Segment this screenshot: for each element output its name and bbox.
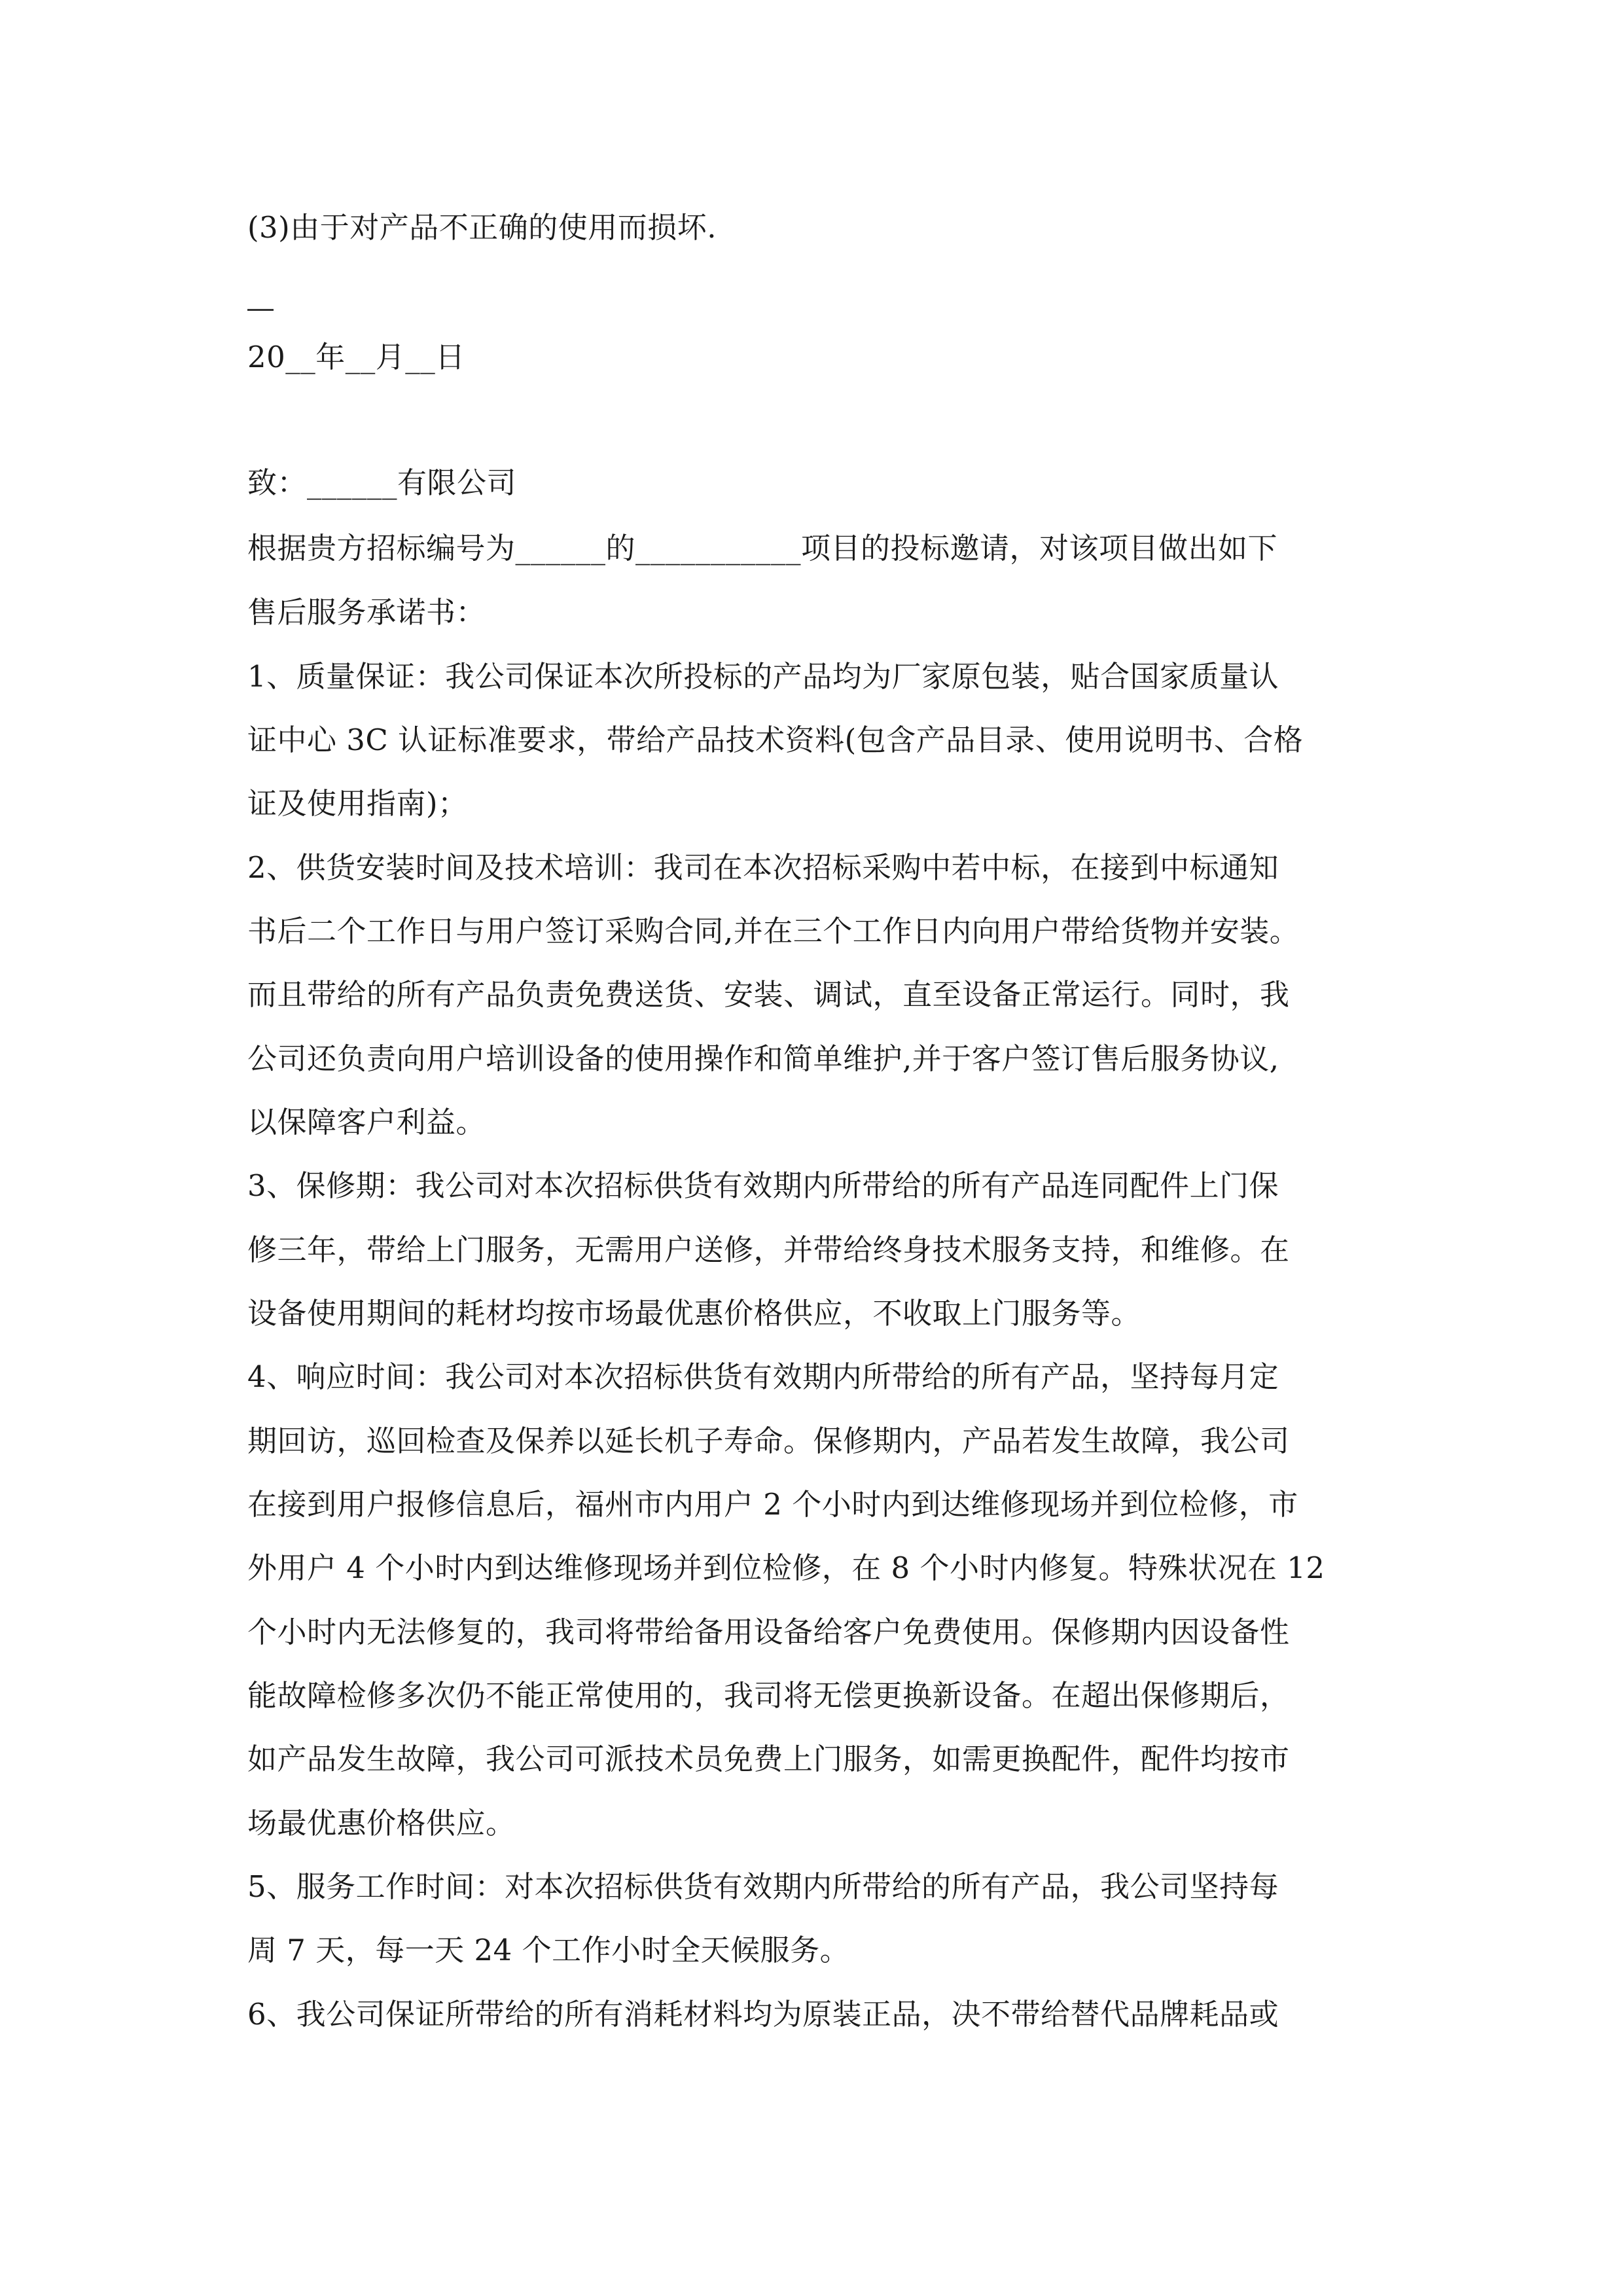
body-line: 书后二个工作日与用户签订采购合同,并在三个工作日内向用户带给货物并安装。 — [247, 914, 1300, 948]
body-line: 售后服务承诺书： — [247, 595, 486, 630]
body-line: 如产品发生故障，我公司可派技术员免费上门服务，如需更换配件，配件均按市 — [247, 1742, 1290, 1776]
body-line: 证中心 3C 认证标准要求，带给产品技术资料(包含产品目录、使用说明书、合格 — [247, 723, 1304, 757]
body-line: 设备使用期间的耗材均按市场最优惠价格供应，不收取上门服务等。 — [247, 1296, 1141, 1331]
body-line: 外用户 4 个小时内到达维修现场并到位检修，在 8 个小时内修复。特殊状况在 12 — [247, 1551, 1325, 1585]
body-line: 6、我公司保证所带给的所有消耗材料均为原装正品，决不带给替代品牌耗品或 — [247, 1997, 1279, 2032]
body-line: 在接到用户报修信息后，福州市内用户 2 个小时内到达维修现场并到位检修，市 — [247, 1487, 1298, 1522]
body-line: 能故障检修多次仍不能正常使用的，我司将无偿更换新设备。在超出保修期后， — [247, 1678, 1290, 1713]
body-line: 个小时内无法修复的，我司将带给备用设备给客户免费使用。保修期内因设备性 — [247, 1615, 1290, 1649]
body-line: 1、质量保证：我公司保证本次所投标的产品均为厂家原包装，贴合国家质量认 — [247, 659, 1279, 694]
item-3-line: (3)由于对产品不正确的使用而损坏. — [247, 210, 717, 245]
body-line: 5、服务工作时间：对本次招标供货有效期内所带给的所有产品，我公司坚持每 — [247, 1869, 1279, 1904]
body-line: 4、响应时间：我公司对本次招标供货有效期内所带给的所有产品，坚持每月定 — [247, 1359, 1279, 1394]
body-line: 2、供货安装时间及技术培训：我司在本次招标采购中若中标，在接到中标通知 — [247, 850, 1279, 885]
body-line: 公司还负责向用户培训设备的使用操作和简单维护,并于客户签订售后服务协议, — [247, 1041, 1279, 1076]
body-line: 3、保修期：我公司对本次招标供货有效期内所带给的所有产品连同配件上门保 — [247, 1168, 1279, 1203]
body-line: 根据贵方招标编号为______的___________项目的投标邀请，对该项目做出如下 — [247, 531, 1278, 565]
body-line: 周 7 天，每一天 24 个工作小时全天候服务。 — [247, 1933, 850, 1967]
body-line: 而且带给的所有产品负责免费送货、安装、调试，直至设备正常运行。同时，我 — [247, 977, 1290, 1012]
body-line: 以保障客户利益。 — [247, 1105, 486, 1139]
body-line: 场最优惠价格供应。 — [247, 1806, 516, 1840]
body-line: 证及使用指南)； — [247, 786, 468, 821]
recipient-line: 致：______有限公司 — [247, 465, 517, 500]
body-line: 期回访，巡回检查及保养以延长机子寿命。保修期内，产品若发生故障，我公司 — [247, 1424, 1290, 1458]
signature-dash — [247, 309, 274, 311]
date-line: 20__年__月__日 — [247, 340, 465, 374]
body-line: 修三年，带给上门服务，无需用户送修，并带给终身技术服务支持，和维修。在 — [247, 1232, 1290, 1267]
